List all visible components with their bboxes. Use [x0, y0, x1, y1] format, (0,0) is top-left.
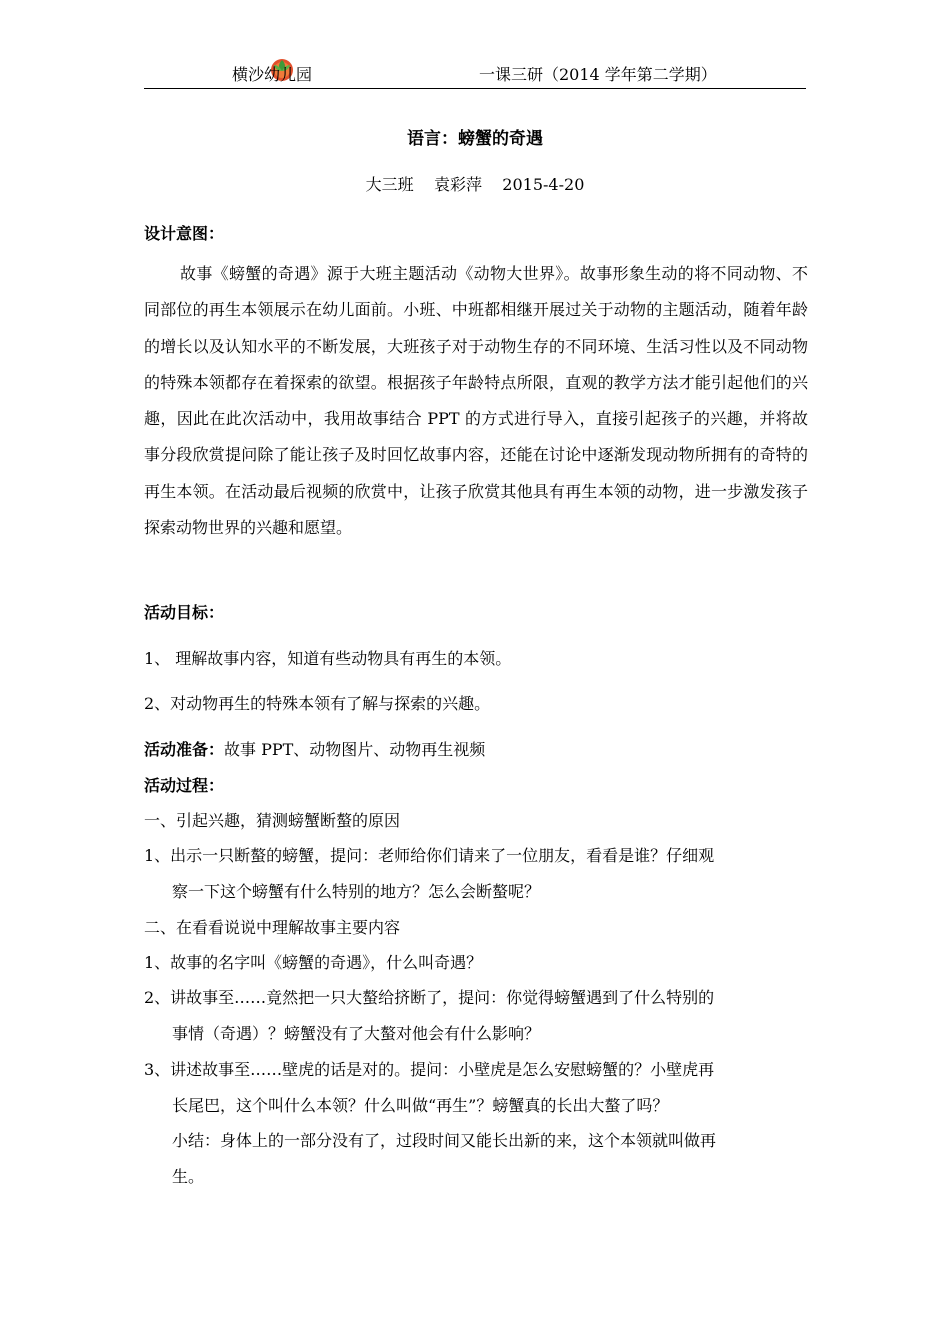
process-part-2-item-3: 3、讲述故事至……壁虎的话是对的。提问：小壁虎是怎么安慰螃蟹的？小壁虎再: [144, 1060, 715, 1079]
author-line: 大三班 袁彩萍 2015-4-20: [365, 175, 585, 194]
header-term: 一课三研（2014 学年第二学期）: [479, 65, 717, 84]
design-intent-heading: 设计意图：: [144, 224, 225, 243]
process-part-2-item-2: 2、讲故事至……竟然把一只大螯给挤断了，提问：你觉得螃蟹遇到了什么特别的: [144, 988, 715, 1007]
preparation-line: [144, 737, 485, 760]
page-header: [144, 56, 806, 89]
process-part-2-item-3-cont: 长尾巴，这个叫什么本领？什么叫做“再生”？螃蟹真的长出大螯了吗？: [172, 1096, 669, 1115]
goals-heading: 活动目标：: [144, 603, 225, 622]
process-summary-cont: 生。: [172, 1167, 205, 1186]
goal-item-1: 1、 理解故事内容，知道有些动物具有再生的本领。: [144, 649, 512, 668]
process-part-2-item-2-cont: 事情（奇遇）？螃蟹没有了大螯对他会有什么影响？: [172, 1024, 541, 1043]
design-intent-paragraph: 故事《螃蟹的奇遇》源于大班主题活动《动物大世界》。故事形象生动的将不同动物、不同部位的再生本领展示在幼儿面前。小班、中班都相继开展过关于动物的主题活动，随着年龄的增长以及认知水平的不断发展，大班孩子对于动物生存的不同环境、生活习性以及不同动物的特殊本领都存在着探索的欲望。根据孩子年龄特点所限，直观的教学方法才能引起他们的兴趣，因此在此次活动中，我用故事结合 PPT 的方式进行导入，直接引起孩子的兴趣，并将故事分段欣赏提问除了能让孩子及时回忆故事内容，还能在讨论中逐渐发现动物所拥有的奇特的再生本领。在活动最后视频的欣赏中，让孩子欣赏其他具有再生本领的动物，进一步激发孩子探索动物世界的兴趣和愿望。: [144, 264, 808, 538]
process-part-1-title: 一、引起兴趣，猜测螃蟹断螯的原因: [144, 811, 401, 830]
process-heading: 活动过程：: [144, 776, 225, 795]
process-part-1-item-1-cont: 察一下这个螃蟹有什么特别的地方？怎么会断螯呢？: [172, 882, 541, 901]
process-part-2-item-1: 1、故事的名字叫《螃蟹的奇遇》，什么叫奇遇？: [144, 953, 483, 972]
goal-item-2: 2、对动物再生的特殊本领有了解与探索的兴趣。: [144, 694, 491, 713]
preparation-value: 故事 PPT、动物图片、动物再生视频: [224, 740, 486, 759]
lesson-title: 语言：螃蟹的奇遇: [407, 129, 543, 149]
process-part-1-item-1: 1、出示一只断螯的螃蟹，提问：老师给你们请来了一位朋友，看看是谁？仔细观: [144, 846, 715, 865]
header-school-name: 横沙幼儿园: [232, 65, 313, 84]
process-part-2-title: 二、在看看说说中理解故事主要内容: [144, 918, 401, 937]
process-summary: 小结：身体上的一部分没有了，过段时间又能长出新的来，这个本领就叫做再: [172, 1131, 717, 1150]
preparation-heading: 活动准备：: [144, 740, 225, 759]
